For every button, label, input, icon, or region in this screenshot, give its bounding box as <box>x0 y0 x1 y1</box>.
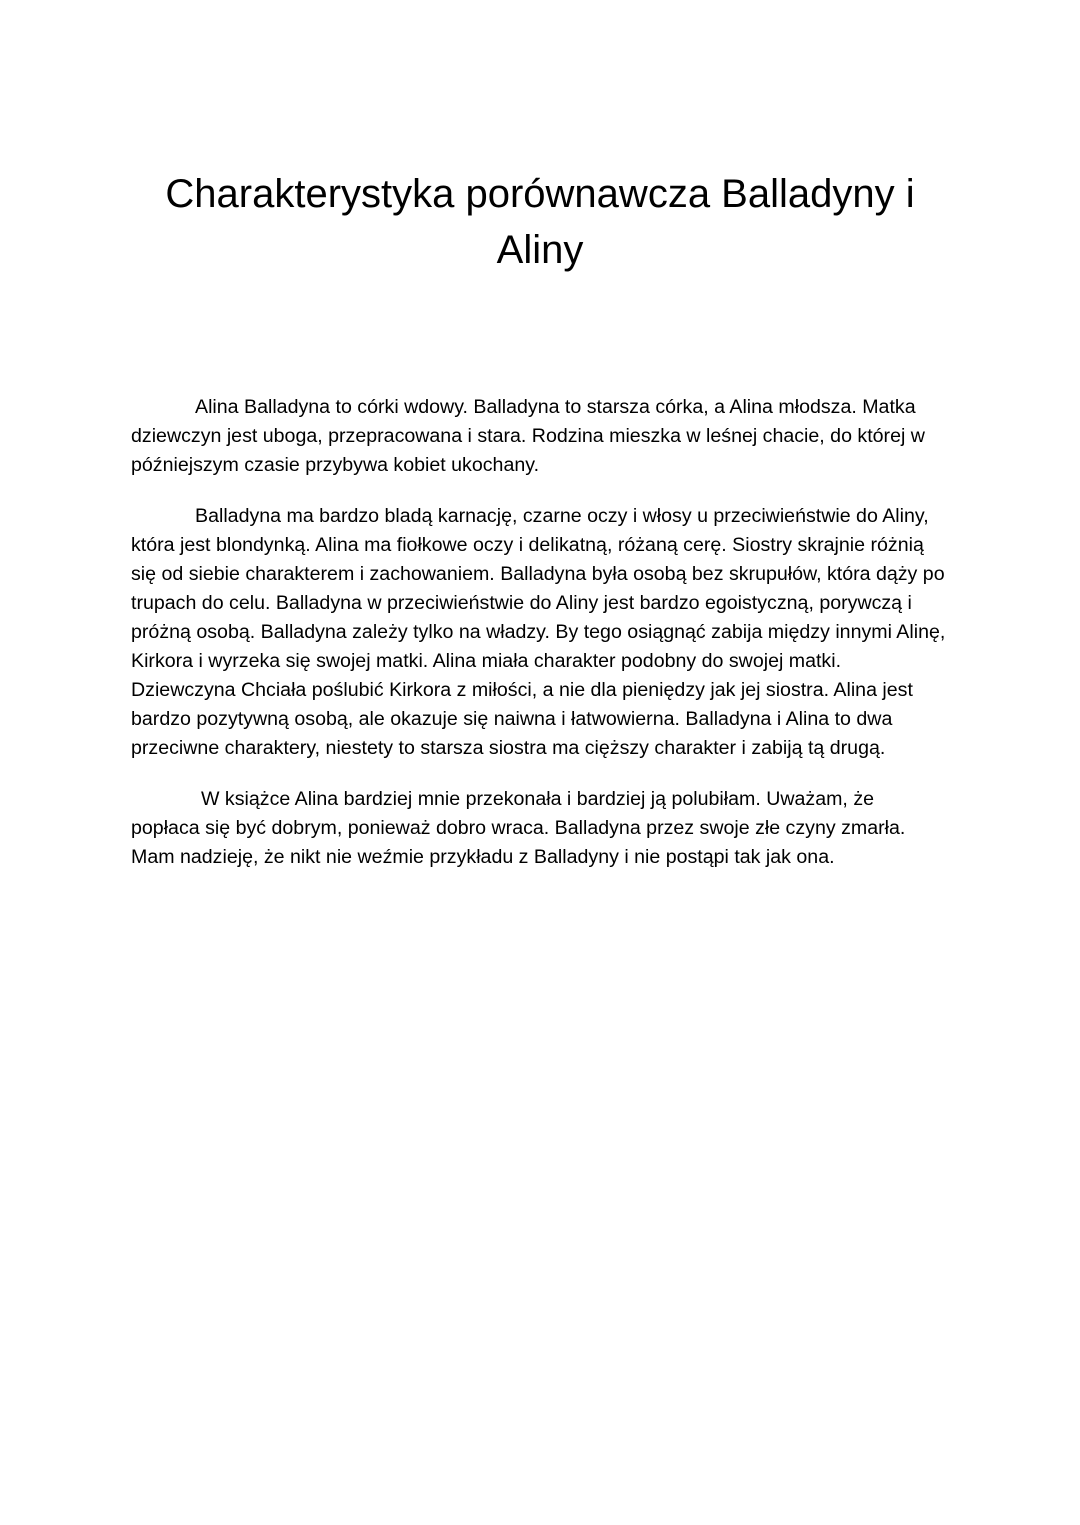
paragraph-conclusion: W książce Alina bardziej mnie przekonała i bardziej ją polubiłam. Uważam, że popłaca się być dobrym, ponieważ dobro wraca. Balladyna przez swoje złe czyny zmarła. Mam nadzieję, że nikt nie weźmie przykładu z Balladyny i nie postąpi tak jak ona. <box>131 788 906 868</box>
document-title: Charakterystyka porównawcza Balladyny i Aliny <box>165 172 915 272</box>
document-body <box>131 393 946 894</box>
paragraph-comparison: Balladyna ma bardzo bladą karnację, czarne oczy i włosy u przeciwieństwie do Aliny, która jest blondynką. Alina ma fiołkowe oczy i delikatną, różaną cerę. Siostry skrajnie różnią się od siebie charakterem i zachowaniem. Balladyna była osobą bez skrupułów, która dąży po trupach do celu. Balladyna w przeciwieństwie do Aliny jest bardzo egoistyczną, porywczą i próżną osobą. Balladyna zależy tylko na władzy. By tego osiągnąć zabija między innymi Alinę, Kirkora i wyrzeka się swojej matki. Alina miała charakter podobny do swojej matki. Dziewczyna Chciała poślubić Kirkora z miłości, a nie dla pieniędzy jak jej siostra. Alina jest bardzo pozytywną osobą, ale okazuje się naiwna i łatwowierna. Balladyna i Alina to dwa przeciwne charaktery, niestety to starsza siostra ma cięższy charakter i zabiją tą drugą. <box>131 505 946 759</box>
paragraph-intro: Alina Balladyna to córki wdowy. Balladyna to starsza córka, a Alina młodsza. Matka dziewczyn jest uboga, przepracowana i stara. Rodzina mieszka w leśnej chacie, do której w późniejszym czasie przybywa kobiet ukochany. <box>131 396 925 476</box>
